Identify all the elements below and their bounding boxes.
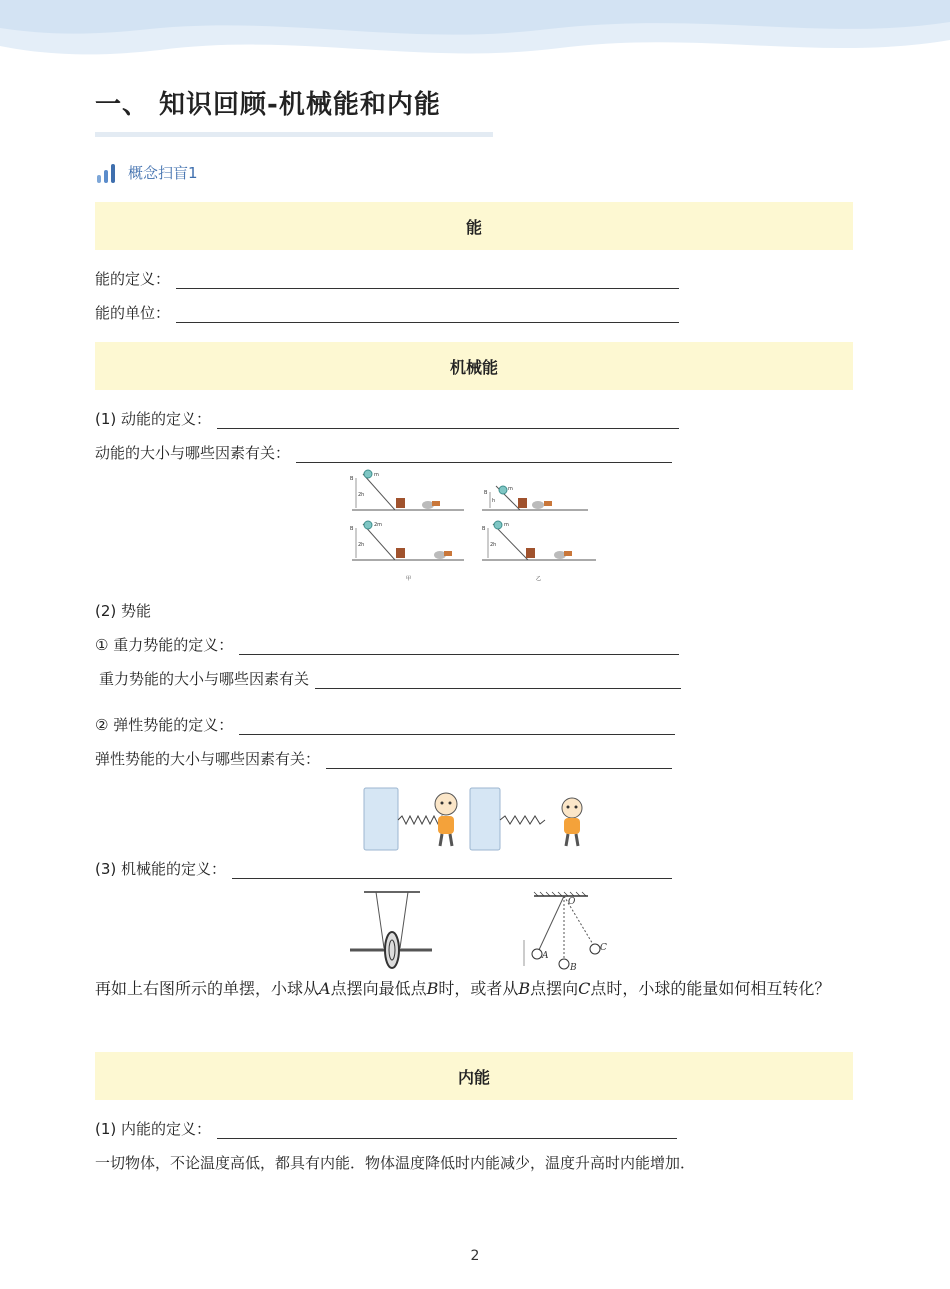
kinetic-experiment-figure: [348, 468, 600, 584]
question-var-A: A: [319, 979, 331, 998]
kinetic-definition-label: (1) 动能的定义：: [95, 410, 212, 428]
ramp-setup-bottom-right: [482, 521, 596, 582]
pendulum-label-O: O: [568, 897, 576, 907]
elastic-definition-blank[interactable]: [239, 717, 675, 735]
energy-heading-band: [95, 202, 853, 250]
label-m-4: m: [504, 522, 509, 528]
internal-statement: 一切物体，不论温度高低，都具有内能．物体温度降低时内能减少，温度升高时内能增加．: [95, 1154, 696, 1172]
label-2m-3: 2m: [374, 522, 383, 528]
mechanical-definition-blank[interactable]: [232, 861, 672, 879]
gravity-factors-label: 重力势能的大小与哪些因素有关: [99, 670, 310, 688]
label-2h-3: 2h: [358, 542, 365, 548]
energy-definition-label: 能的定义：: [95, 270, 171, 288]
mechanical-heading: 机械能: [449, 357, 498, 377]
elastic-factors-row: [95, 748, 672, 769]
kinetic-factors-label: 动能的大小与哪些因素有关：: [95, 444, 291, 462]
question-part: 再如上右图所示的单摆，小球从: [95, 979, 320, 998]
pendulum-figure: [516, 888, 612, 972]
pendulum-question: [95, 972, 855, 1006]
potential-heading: (2) 势能: [95, 602, 152, 620]
kinetic-definition-row: [95, 408, 679, 429]
internal-heading: 内能: [457, 1067, 490, 1087]
question-var-B2: B: [518, 979, 531, 998]
wall-left: [364, 788, 398, 850]
mechanical-heading-band: [95, 342, 853, 390]
question-var-B: B: [426, 979, 439, 998]
cartoon-child-left: [435, 793, 457, 846]
gravity-definition-blank[interactable]: [239, 637, 679, 655]
bar-chart-icon: [96, 163, 118, 183]
spring-compressed: [500, 816, 545, 824]
maxwell-wheel-figure: [348, 888, 434, 972]
pendulum-label-A: A: [542, 951, 549, 961]
ramp-setup-top-right: [482, 486, 588, 510]
label-B-1: B: [350, 476, 354, 482]
internal-heading-band: [95, 1052, 853, 1100]
label-2h-4: 2h: [490, 542, 497, 548]
kinetic-factors-blank[interactable]: [296, 445, 672, 463]
subtitle-row: [96, 162, 198, 183]
energy-unit-label: 能的单位：: [95, 304, 171, 322]
energy-unit-blank[interactable]: [176, 305, 679, 323]
label-B-4: B: [482, 526, 486, 532]
figure-label-yi: 乙: [536, 576, 542, 582]
elastic-factors-label: 弹性势能的大小与哪些因素有关：: [95, 750, 321, 768]
mechanical-definition-label: (3) 机械能的定义：: [95, 860, 227, 878]
gravity-factors-blank[interactable]: [315, 671, 681, 689]
kinetic-factors-row: [95, 442, 672, 463]
question-part: 点时，小球的能量如何相互转化？: [590, 979, 831, 998]
question-var-C: C: [578, 979, 591, 998]
label-B-3: B: [350, 526, 354, 532]
internal-definition-label: (1) 内能的定义：: [95, 1120, 212, 1138]
energy-heading: 能: [465, 217, 482, 237]
title-underline: [95, 132, 493, 137]
label-2h-1: 2h: [358, 492, 365, 498]
elastic-factors-blank[interactable]: [326, 751, 672, 769]
ramp-setup-top-left: [350, 470, 464, 510]
ramp-setup-bottom-left: [350, 521, 464, 582]
internal-definition-blank[interactable]: [217, 1121, 677, 1139]
elastic-definition-label: ② 弹性势能的定义：: [95, 716, 234, 734]
gravity-definition-label: ① 重力势能的定义：: [95, 636, 234, 654]
elastic-definition-row: [95, 714, 675, 735]
subtitle: 概念扫盲1: [128, 164, 198, 182]
question-part: 点摆向: [530, 979, 579, 998]
energy-definition-row: [95, 268, 679, 289]
label-m-2: m: [508, 486, 513, 492]
energy-definition-blank[interactable]: [176, 271, 679, 289]
pendulum-label-C: C: [600, 943, 607, 953]
pendulum-label-B: B: [570, 963, 577, 972]
gravity-factors-row: [99, 668, 681, 689]
gravity-definition-row: [95, 634, 679, 655]
section-title: 一、 知识回顾-机械能和内能: [95, 90, 441, 120]
label-h-2: h: [492, 498, 496, 504]
spring-figure: [362, 786, 590, 852]
internal-definition-row: [95, 1118, 677, 1139]
energy-unit-row: [95, 302, 679, 323]
mechanical-definition-row: [95, 858, 672, 879]
question-part: 时，或者从: [438, 979, 519, 998]
header-wave-decoration: [0, 0, 950, 70]
label-B-2: B: [484, 490, 488, 496]
question-part: 点摆向最低点: [330, 979, 427, 998]
page-number: 2: [470, 1248, 480, 1264]
cartoon-child-right: [562, 798, 582, 846]
label-m-1: m: [374, 472, 379, 478]
kinetic-definition-blank[interactable]: [217, 411, 679, 429]
figure-label-jia: 甲: [406, 576, 412, 582]
wall-right: [470, 788, 500, 850]
